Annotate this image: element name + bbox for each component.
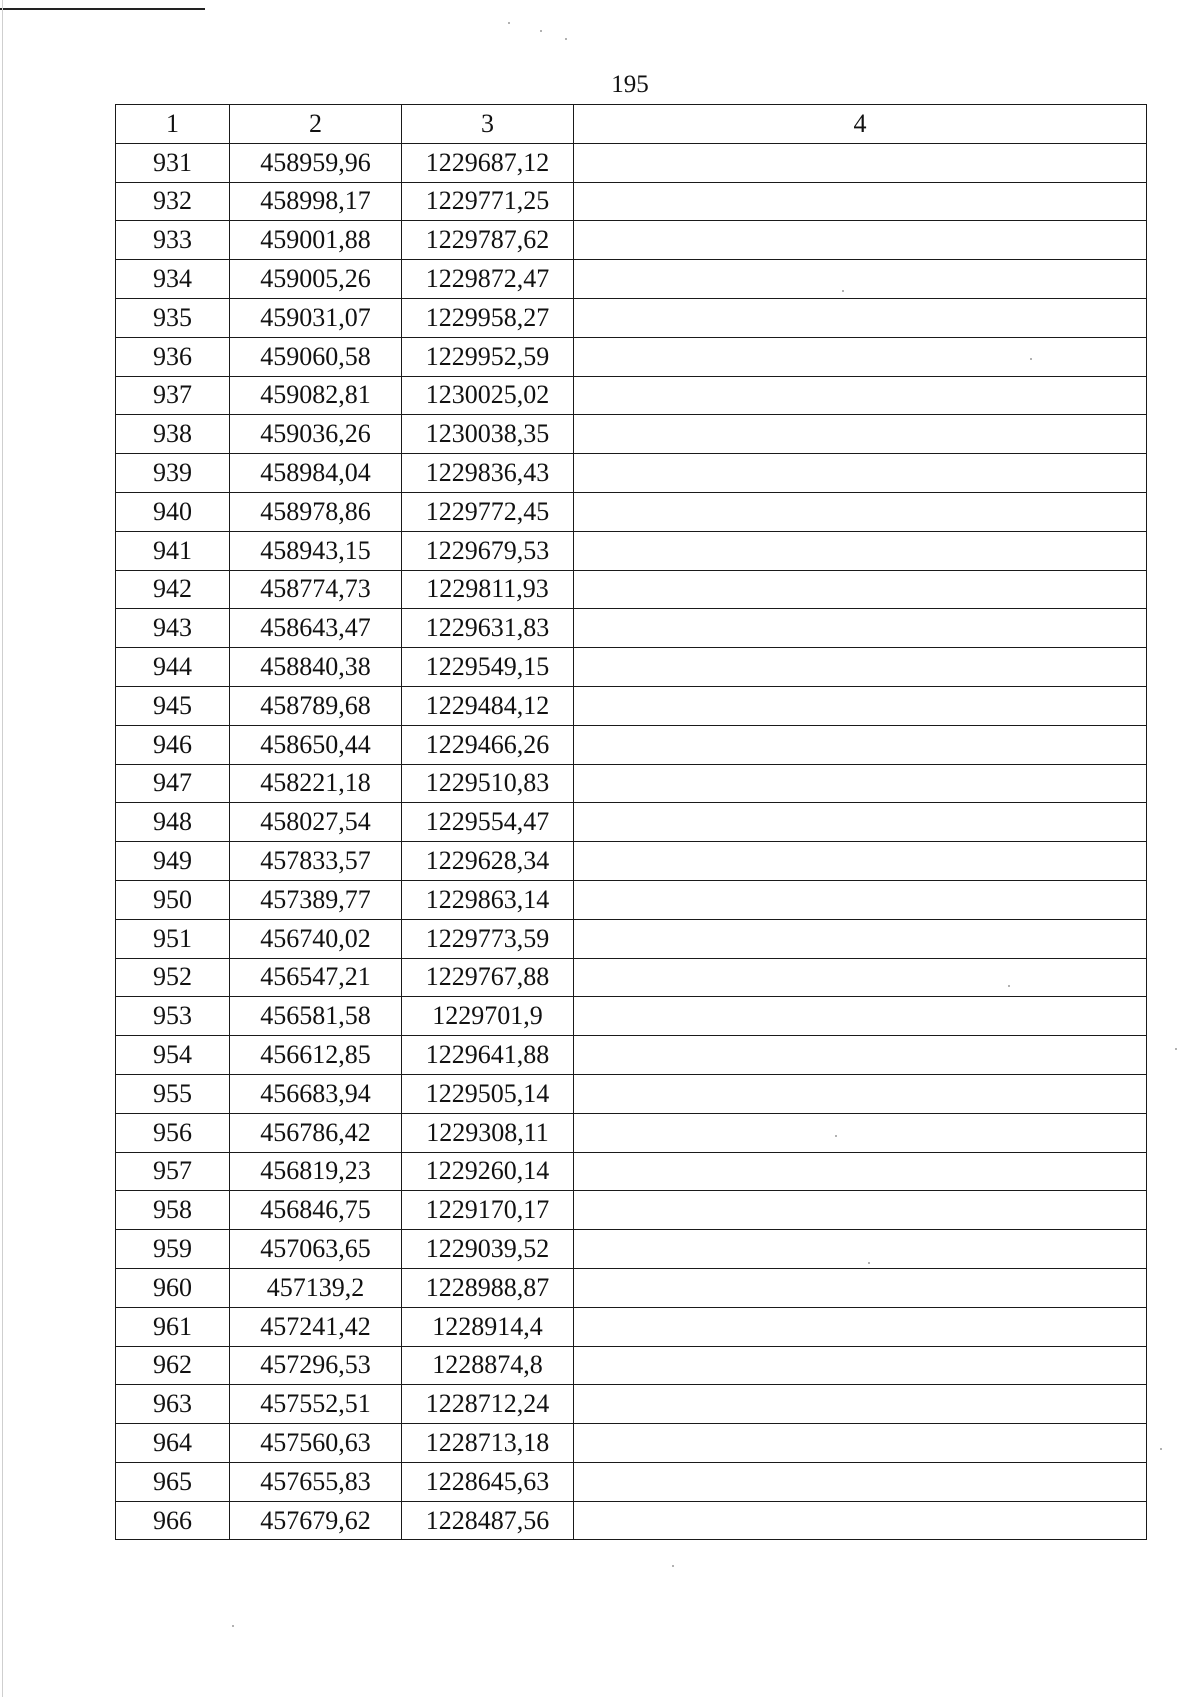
- table-cell-col-1: 961: [116, 1307, 230, 1346]
- table-cell-col-4: [574, 609, 1147, 648]
- table-cell-col-4: [574, 1385, 1147, 1424]
- table-cell-col-4: [574, 260, 1147, 299]
- table-cell-col-4: [574, 1152, 1147, 1191]
- table-cell-col-3: 1229687,12: [402, 143, 574, 182]
- table-cell-col-2: 459001,88: [230, 221, 402, 260]
- table-row: [116, 919, 1147, 958]
- table-cell-col-3: 1228914,4: [402, 1307, 574, 1346]
- table-cell-col-3: 1229466,26: [402, 725, 574, 764]
- table-cell-col-4: [574, 221, 1147, 260]
- header-col-1: 1: [116, 105, 230, 144]
- table-cell-col-1: 940: [116, 492, 230, 531]
- table-row: [116, 1307, 1147, 1346]
- table-row: [116, 725, 1147, 764]
- table-cell-col-3: 1228712,24: [402, 1385, 574, 1424]
- table-cell-col-4: [574, 1036, 1147, 1075]
- table-row: [116, 454, 1147, 493]
- table-cell-col-4: [574, 1268, 1147, 1307]
- table-cell-col-2: 456547,21: [230, 958, 402, 997]
- table-cell-col-3: 1229549,15: [402, 648, 574, 687]
- table-cell-col-1: 954: [116, 1036, 230, 1075]
- scan-speck: [672, 1565, 674, 1567]
- table-cell-col-3: 1228874,8: [402, 1346, 574, 1385]
- table-cell-col-1: 943: [116, 609, 230, 648]
- table-cell-col-1: 951: [116, 919, 230, 958]
- table-cell-col-2: 459036,26: [230, 415, 402, 454]
- table-cell-col-3: 1229628,34: [402, 842, 574, 881]
- table-cell-col-4: [574, 919, 1147, 958]
- table-cell-col-3: 1229631,83: [402, 609, 574, 648]
- table-cell-col-4: [574, 143, 1147, 182]
- scan-speck: [232, 1625, 234, 1627]
- table-cell-col-1: 945: [116, 686, 230, 725]
- scan-speck: [1008, 985, 1010, 987]
- table-cell-col-1: 941: [116, 531, 230, 570]
- table-cell-col-4: [574, 415, 1147, 454]
- scan-page-edge: [2, 0, 3, 1697]
- table-row: [116, 143, 1147, 182]
- table-cell-col-1: 931: [116, 143, 230, 182]
- table-cell-col-3: 1229952,59: [402, 337, 574, 376]
- table-cell-col-1: 956: [116, 1113, 230, 1152]
- table-cell-col-2: 458789,68: [230, 686, 402, 725]
- scan-top-rule: [0, 8, 205, 10]
- table-cell-col-4: [574, 1346, 1147, 1385]
- table-cell-col-2: 458774,73: [230, 570, 402, 609]
- scan-speck: [835, 1135, 837, 1137]
- table-row: [116, 1268, 1147, 1307]
- scan-speck: [1175, 1048, 1177, 1050]
- table-cell-col-4: [574, 1113, 1147, 1152]
- table-row: [116, 1424, 1147, 1463]
- header-col-2: 2: [230, 105, 402, 144]
- table-cell-col-4: [574, 997, 1147, 1036]
- table-cell-col-2: 457241,42: [230, 1307, 402, 1346]
- table-row: [116, 1385, 1147, 1424]
- table-cell-col-4: [574, 1307, 1147, 1346]
- table-cell-col-1: 965: [116, 1462, 230, 1501]
- table-cell-col-4: [574, 298, 1147, 337]
- table-cell-col-2: 457139,2: [230, 1268, 402, 1307]
- table-cell-col-3: 1229260,14: [402, 1152, 574, 1191]
- table-row: [116, 648, 1147, 687]
- table-cell-col-2: 458027,54: [230, 803, 402, 842]
- table-cell-col-1: 937: [116, 376, 230, 415]
- table-cell-col-1: 947: [116, 764, 230, 803]
- scan-speck: [868, 1262, 870, 1264]
- table-cell-col-4: [574, 531, 1147, 570]
- coordinates-table: [115, 104, 1147, 1540]
- table-row: [116, 1191, 1147, 1230]
- table-cell-col-1: 959: [116, 1230, 230, 1269]
- table-row: [116, 1113, 1147, 1152]
- table-cell-col-3: 1229308,11: [402, 1113, 574, 1152]
- table-cell-col-2: 458650,44: [230, 725, 402, 764]
- table-cell-col-3: 1229701,9: [402, 997, 574, 1036]
- table-cell-col-2: 458943,15: [230, 531, 402, 570]
- table-cell-col-2: 456786,42: [230, 1113, 402, 1152]
- table-row: [116, 803, 1147, 842]
- table-cell-col-1: 948: [116, 803, 230, 842]
- table-cell-col-3: 1230038,35: [402, 415, 574, 454]
- table-cell-col-2: 458959,96: [230, 143, 402, 182]
- table-cell-col-1: 963: [116, 1385, 230, 1424]
- table-row: [116, 182, 1147, 221]
- scan-speck: [1030, 358, 1032, 360]
- header-col-3: 3: [402, 105, 574, 144]
- table-row: [116, 958, 1147, 997]
- table-row: [116, 531, 1147, 570]
- table-cell-col-2: 458978,86: [230, 492, 402, 531]
- table-cell-col-2: 459031,07: [230, 298, 402, 337]
- table-cell-col-1: 952: [116, 958, 230, 997]
- scan-speck: [508, 22, 510, 24]
- table-row: [116, 415, 1147, 454]
- page-number: 195: [611, 71, 649, 98]
- table-cell-col-3: 1228645,63: [402, 1462, 574, 1501]
- table-cell-col-3: 1229510,83: [402, 764, 574, 803]
- table-cell-col-3: 1229958,27: [402, 298, 574, 337]
- table-cell-col-2: 456683,94: [230, 1074, 402, 1113]
- table-cell-col-2: 458998,17: [230, 182, 402, 221]
- table-cell-col-2: 457655,83: [230, 1462, 402, 1501]
- table-cell-col-2: 457063,65: [230, 1230, 402, 1269]
- table-cell-col-2: 457296,53: [230, 1346, 402, 1385]
- table-cell-col-1: 934: [116, 260, 230, 299]
- table-cell-col-4: [574, 958, 1147, 997]
- table-cell-col-1: 955: [116, 1074, 230, 1113]
- table-row: [116, 1036, 1147, 1075]
- table-cell-col-4: [574, 1424, 1147, 1463]
- table-cell-col-1: 946: [116, 725, 230, 764]
- table-cell-col-3: 1228487,56: [402, 1501, 574, 1540]
- table-cell-col-3: 1229767,88: [402, 958, 574, 997]
- table-cell-col-3: 1229773,59: [402, 919, 574, 958]
- scan-speck: [1160, 1448, 1162, 1450]
- table-cell-col-2: 456581,58: [230, 997, 402, 1036]
- table-cell-col-2: 456819,23: [230, 1152, 402, 1191]
- table-cell-col-1: 932: [116, 182, 230, 221]
- table-cell-col-4: [574, 492, 1147, 531]
- table-cell-col-2: 459060,58: [230, 337, 402, 376]
- table-cell-col-1: 935: [116, 298, 230, 337]
- table-row: [116, 221, 1147, 260]
- table-cell-col-3: 1229771,25: [402, 182, 574, 221]
- table-cell-col-4: [574, 648, 1147, 687]
- table-cell-col-3: 1229505,14: [402, 1074, 574, 1113]
- table-row: [116, 376, 1147, 415]
- scan-speck: [842, 290, 844, 292]
- table-cell-col-2: 457389,77: [230, 880, 402, 919]
- table-cell-col-2: 458221,18: [230, 764, 402, 803]
- table-row: [116, 298, 1147, 337]
- table-cell-col-4: [574, 1230, 1147, 1269]
- table-cell-col-2: 456740,02: [230, 919, 402, 958]
- table-row: [116, 609, 1147, 648]
- table-cell-col-1: 957: [116, 1152, 230, 1191]
- table-cell-col-3: 1229836,43: [402, 454, 574, 493]
- table-cell-col-2: 457833,57: [230, 842, 402, 881]
- table-row: [116, 842, 1147, 881]
- table-cell-col-4: [574, 182, 1147, 221]
- table-cell-col-1: 964: [116, 1424, 230, 1463]
- table-cell-col-2: 458840,38: [230, 648, 402, 687]
- table-cell-col-2: 457552,51: [230, 1385, 402, 1424]
- table-cell-col-4: [574, 1501, 1147, 1540]
- table-cell-col-4: [574, 454, 1147, 493]
- table-cell-col-2: 458984,04: [230, 454, 402, 493]
- table-cell-col-4: [574, 686, 1147, 725]
- table-row: [116, 1230, 1147, 1269]
- scan-speck: [565, 38, 567, 40]
- header-col-4: 4: [574, 105, 1147, 144]
- table-cell-col-3: 1230025,02: [402, 376, 574, 415]
- table-cell-col-4: [574, 1462, 1147, 1501]
- table-row: [116, 1152, 1147, 1191]
- table-cell-col-3: 1229554,47: [402, 803, 574, 842]
- table-cell-col-2: 456612,85: [230, 1036, 402, 1075]
- table-row: [116, 570, 1147, 609]
- table-cell-col-4: [574, 337, 1147, 376]
- table-row: [116, 1501, 1147, 1540]
- table-cell-col-3: 1229863,14: [402, 880, 574, 919]
- table-row: [116, 1346, 1147, 1385]
- table-cell-col-3: 1229641,88: [402, 1036, 574, 1075]
- table-cell-col-3: 1229039,52: [402, 1230, 574, 1269]
- table-row: [116, 764, 1147, 803]
- table-cell-col-3: 1229787,62: [402, 221, 574, 260]
- table-cell-col-3: 1229679,53: [402, 531, 574, 570]
- table-cell-col-2: 457560,63: [230, 1424, 402, 1463]
- table-cell-col-2: 458643,47: [230, 609, 402, 648]
- scan-speck: [540, 30, 542, 32]
- table-cell-col-1: 936: [116, 337, 230, 376]
- table-cell-col-1: 958: [116, 1191, 230, 1230]
- table-cell-col-4: [574, 725, 1147, 764]
- table-cell-col-4: [574, 376, 1147, 415]
- table-row: [116, 260, 1147, 299]
- table-cell-col-1: 949: [116, 842, 230, 881]
- table-cell-col-4: [574, 842, 1147, 881]
- table-row: [116, 997, 1147, 1036]
- table-cell-col-1: 938: [116, 415, 230, 454]
- table-cell-col-3: 1229872,47: [402, 260, 574, 299]
- table-cell-col-1: 950: [116, 880, 230, 919]
- table-row: [116, 337, 1147, 376]
- table-row: [116, 1074, 1147, 1113]
- table-row: [116, 1462, 1147, 1501]
- table-cell-col-2: 459082,81: [230, 376, 402, 415]
- table-cell-col-1: 966: [116, 1501, 230, 1540]
- table-cell-col-4: [574, 1074, 1147, 1113]
- table-cell-col-3: 1229772,45: [402, 492, 574, 531]
- table-cell-col-2: 456846,75: [230, 1191, 402, 1230]
- table-cell-col-3: 1229811,93: [402, 570, 574, 609]
- table-cell-col-4: [574, 880, 1147, 919]
- table-cell-col-3: 1228988,87: [402, 1268, 574, 1307]
- table-cell-col-1: 939: [116, 454, 230, 493]
- table-row: [116, 686, 1147, 725]
- table-cell-col-4: [574, 1191, 1147, 1230]
- table-cell-col-1: 942: [116, 570, 230, 609]
- table-cell-col-1: 960: [116, 1268, 230, 1307]
- table-cell-col-4: [574, 764, 1147, 803]
- table-cell-col-4: [574, 570, 1147, 609]
- table-cell-col-2: 457679,62: [230, 1501, 402, 1540]
- table-body: [116, 143, 1147, 1540]
- table-row: [116, 880, 1147, 919]
- table-cell-col-1: 953: [116, 997, 230, 1036]
- table-row: [116, 492, 1147, 531]
- table-cell-col-1: 962: [116, 1346, 230, 1385]
- table-header-row: [116, 105, 1147, 144]
- table-cell-col-3: 1229170,17: [402, 1191, 574, 1230]
- table-cell-col-2: 459005,26: [230, 260, 402, 299]
- table-cell-col-3: 1228713,18: [402, 1424, 574, 1463]
- table-cell-col-1: 944: [116, 648, 230, 687]
- table-cell-col-3: 1229484,12: [402, 686, 574, 725]
- table-cell-col-1: 933: [116, 221, 230, 260]
- table-cell-col-4: [574, 803, 1147, 842]
